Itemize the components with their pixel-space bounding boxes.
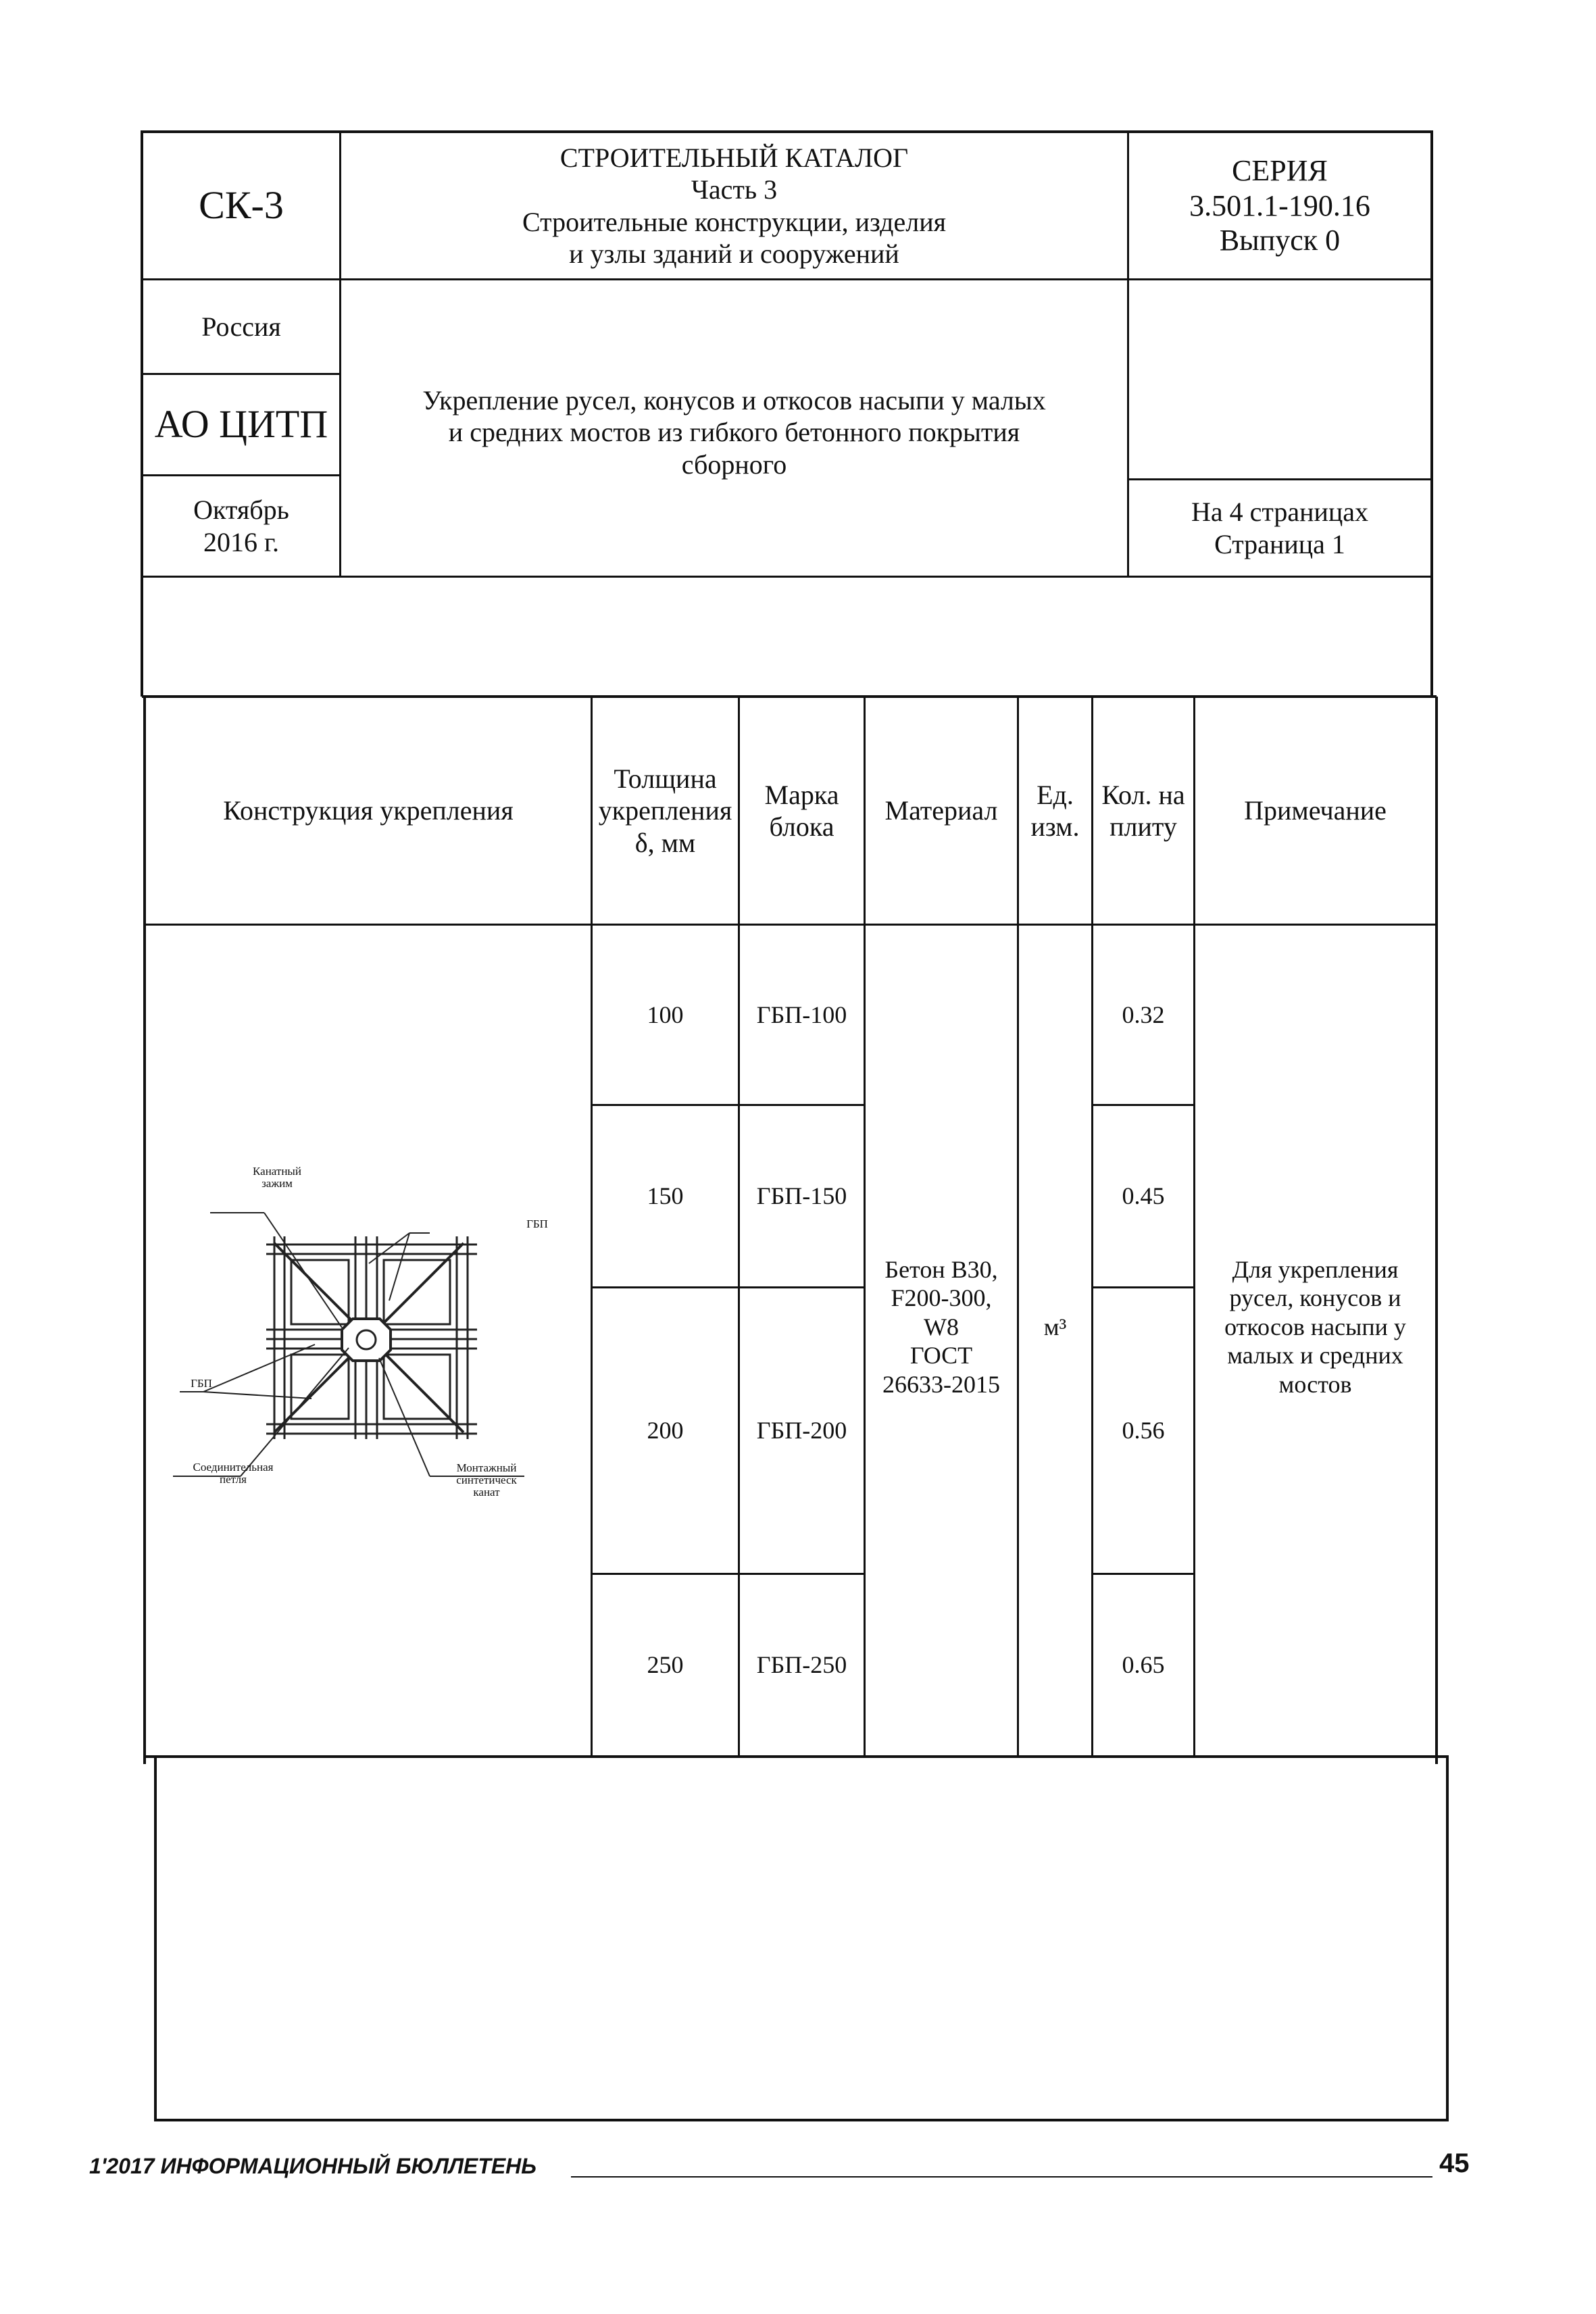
label-mounting-rope: Монтажный синтетическ канат xyxy=(456,1461,517,1499)
col-header-thickness: Толщина укрепления δ, мм xyxy=(598,763,732,858)
catalog-title: СТРОИТЕЛЬНЫЙ КАТАЛОГ Часть 3 Строительные конструкции, изделия и узлы зданий и сооружений xyxy=(522,143,946,269)
issue-date: Октябрь 2016 г. xyxy=(193,495,289,557)
row4-mark: ГБП-250 xyxy=(756,1651,847,1679)
row1-qty: 0.32 xyxy=(1122,1001,1165,1028)
note-cell: Для укрепления русел, конусов и откосов насыпи у малых и средних мостов xyxy=(1224,1255,1406,1398)
frame-right-upper xyxy=(1430,130,1433,697)
row3-mark: ГБП-200 xyxy=(756,1417,847,1444)
row4-qty: 0.65 xyxy=(1122,1651,1165,1679)
row3-qty: 0.56 xyxy=(1122,1417,1165,1444)
header-hline-bottom xyxy=(141,576,1433,578)
row3-thickness: 200 xyxy=(647,1417,684,1444)
frame-bottom xyxy=(154,2119,1449,2121)
row1-thickness: 100 xyxy=(647,1001,684,1028)
label-gbp-right: ГБП xyxy=(526,1217,548,1231)
col-header-mark: Марка блока xyxy=(764,779,839,842)
row2-mark: ГБП-150 xyxy=(756,1182,847,1210)
organization: АО ЦИТП xyxy=(154,402,328,447)
label-rope-clamp: Канатный зажим xyxy=(253,1165,301,1190)
footer-page-number: 45 xyxy=(1439,2148,1470,2178)
row2-thickness: 150 xyxy=(647,1182,684,1210)
series-info: СЕРИЯ 3.501.1-190.16 Выпуск 0 xyxy=(1189,153,1370,257)
col-header-unit: Ед. изм. xyxy=(1030,779,1080,842)
row1-mark: ГБП-100 xyxy=(756,1001,847,1028)
col-header-material: Материал xyxy=(884,795,998,826)
frame-right-lower xyxy=(1435,697,1438,1764)
series-code: СК-3 xyxy=(199,183,284,228)
label-connecting-loop: Соединительная петля xyxy=(193,1461,274,1486)
table-bottom-line xyxy=(143,1755,1449,1758)
frame-left-bottom xyxy=(154,1757,157,2121)
construction-diagram xyxy=(146,926,589,1754)
frame-right-bottom xyxy=(1446,1757,1449,2121)
col-header-construction: Конструкция укрепления xyxy=(223,795,514,826)
footer-bulletin: 1'2017 ИНФОРМАЦИОННЫЙ БЮЛЛЕТЕНЬ xyxy=(89,2154,537,2178)
page-count: На 4 страницах Страница 1 xyxy=(1191,497,1369,559)
col-header-note: Примечание xyxy=(1244,795,1387,826)
document-title: Укрепление русел, конусов и откосов насыпи у малых и средних мостов из гибкого бетонного покрытия сборного xyxy=(422,385,1046,480)
label-gbp-left: ГБП xyxy=(191,1377,212,1390)
footer-rule xyxy=(571,2176,1432,2178)
col-header-qty: Кол. на плиту xyxy=(1101,779,1185,842)
row4-thickness: 250 xyxy=(647,1651,684,1679)
country: Россия xyxy=(201,311,281,342)
row2-qty: 0.45 xyxy=(1122,1182,1165,1210)
material-cell: Бетон В30, F200-300, W8 ГОСТ 26633-2015 xyxy=(882,1255,1000,1398)
unit-cell: м³ xyxy=(1043,1313,1067,1340)
